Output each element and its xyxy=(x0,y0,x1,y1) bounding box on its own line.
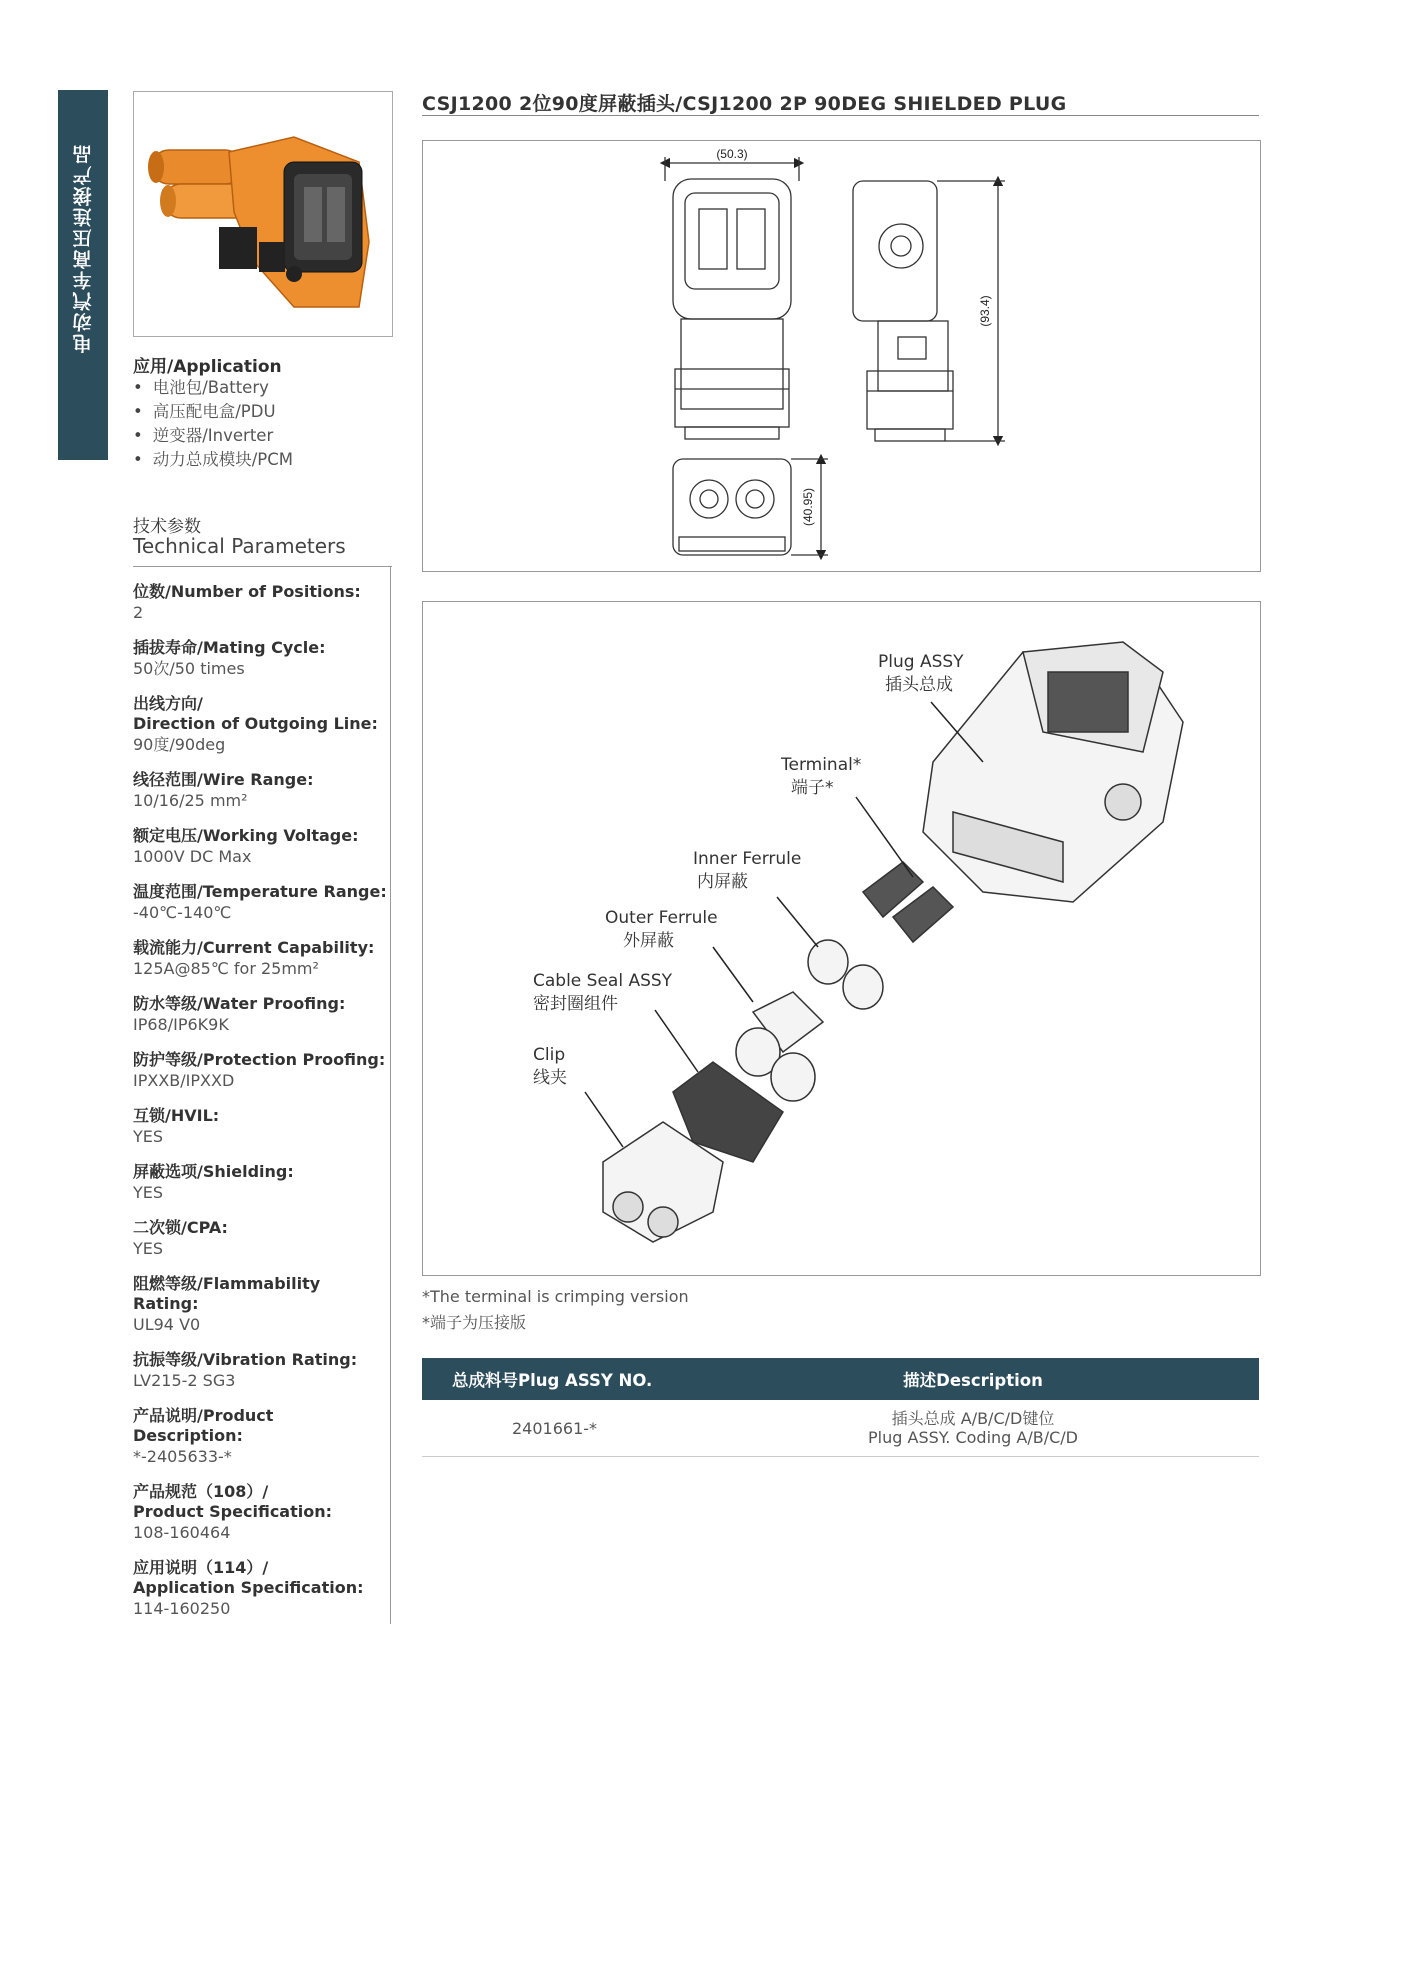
param-item xyxy=(133,1162,388,1204)
param-item xyxy=(133,694,388,756)
dimension-drawing-svg xyxy=(423,141,1260,571)
param-item xyxy=(133,1274,388,1336)
exploded-view-drawing xyxy=(423,602,1260,1275)
description-en: Plug ASSY. Coding A/B/C/D xyxy=(868,1428,1078,1447)
dim-depth-label: (40.95) xyxy=(801,487,815,527)
page-title: CSJ1200 2位90度屏蔽插头/CSJ1200 2P 90DEG SHIELDED PLUG xyxy=(422,93,1067,115)
param-label: 出线方向/ Direction of Outgoing Line: xyxy=(133,694,378,733)
part-table xyxy=(422,1358,1259,1457)
column-header-part-no: 总成料号Plug ASSY NO. xyxy=(452,1371,653,1390)
param-item xyxy=(133,882,388,924)
dim-height-label: (93.4) xyxy=(978,295,992,327)
param-value: 2 xyxy=(133,603,144,622)
title-divider xyxy=(422,115,1259,116)
column-header-description: 描述Description xyxy=(903,1371,1043,1390)
param-value: UL94 V0 xyxy=(133,1315,201,1334)
param-value: LV215-2 SG3 xyxy=(133,1371,236,1390)
param-item xyxy=(133,582,388,624)
tech-divider xyxy=(133,566,392,567)
param-label: 防护等级/Protection Proofing: xyxy=(133,1050,386,1069)
param-item xyxy=(133,994,388,1036)
product-photo-drawing xyxy=(134,92,392,336)
terminal-label-cn: 端子* xyxy=(791,778,834,798)
tech-heading-en: Technical Parameters xyxy=(133,534,346,558)
param-label: 产品规范（108）/ Product Specification: xyxy=(133,1482,333,1521)
param-value: -40℃-140℃ xyxy=(133,903,232,922)
param-label: 位数/Number of Positions: xyxy=(133,582,361,601)
clip-label-en: Clip xyxy=(533,1045,566,1065)
param-item xyxy=(133,1482,388,1544)
param-label: 应用说明（114）/ Application Specification: xyxy=(133,1558,364,1597)
product-photo xyxy=(133,91,393,337)
description-cn: 插头总成 A/B/C/D键位 xyxy=(891,1409,1055,1428)
param-value: YES xyxy=(133,1183,164,1202)
param-item xyxy=(133,1350,388,1392)
param-label: 插拔寿命/Mating Cycle: xyxy=(133,638,326,657)
exploded-view xyxy=(422,601,1261,1276)
side-tab xyxy=(58,90,108,460)
param-label: 二次锁/CPA: xyxy=(133,1218,228,1237)
application-list xyxy=(133,376,293,472)
param-value: IP68/IP6K9K xyxy=(133,1015,229,1034)
clip-label-cn: 线夹 xyxy=(533,1068,567,1088)
tech-heading-cn: 技术参数 xyxy=(133,517,201,537)
footnote-cn: *端子为压接版 xyxy=(422,1313,527,1332)
application-item: • 电池包/Battery xyxy=(133,376,293,400)
side-tab-label: 电动汽车高压连接产品 xyxy=(72,143,95,353)
application-heading: 应用/Application xyxy=(133,357,282,377)
param-value: YES xyxy=(133,1239,164,1258)
footnote-en: *The terminal is crimping version xyxy=(422,1287,689,1306)
table-row xyxy=(422,1400,1259,1457)
terminal-label-en: Terminal* xyxy=(781,755,862,775)
param-label: 防水等级/Water Proofing: xyxy=(133,994,346,1013)
application-item: • 高压配电盒/PDU xyxy=(133,400,293,424)
table-header xyxy=(422,1358,1259,1400)
param-item xyxy=(133,1558,388,1620)
param-value: *-2405633-* xyxy=(133,1447,232,1466)
inner-ferrule-label-en: Inner Ferrule xyxy=(693,849,802,869)
param-label: 屏蔽选项/Shielding: xyxy=(133,1162,294,1181)
inner-ferrule-label-cn: 内屏蔽 xyxy=(697,872,748,892)
application-item: • 动力总成模块/PCM xyxy=(133,448,293,472)
cable-seal-label-cn: 密封圈组件 xyxy=(533,994,618,1014)
param-item xyxy=(133,826,388,868)
param-label: 阻燃等级/Flammability Rating: xyxy=(133,1274,321,1313)
outer-ferrule-label-cn: 外屏蔽 xyxy=(623,931,674,951)
param-item xyxy=(133,938,388,980)
param-label: 额定电压/Working Voltage: xyxy=(133,826,359,845)
param-label: 温度范围/Temperature Range: xyxy=(133,882,387,901)
param-value: 125A@85℃ for 25mm² xyxy=(133,959,319,978)
param-list xyxy=(133,582,388,1634)
param-label: 载流能力/Current Capability: xyxy=(133,938,375,957)
param-value: 1000V DC Max xyxy=(133,847,252,866)
column-divider xyxy=(390,566,391,1624)
param-value: 90度/90deg xyxy=(133,735,226,754)
plug-assy-label-cn: 插头总成 xyxy=(885,675,953,695)
param-item xyxy=(133,770,388,812)
param-label: 线径范围/Wire Range: xyxy=(133,770,314,789)
dimension-drawing xyxy=(422,140,1261,572)
param-label: 互锁/HVIL: xyxy=(133,1106,220,1125)
cable-seal-label-en: Cable Seal ASSY xyxy=(533,971,673,991)
outer-ferrule-label-en: Outer Ferrule xyxy=(605,908,718,928)
param-value: 50次/50 times xyxy=(133,659,245,678)
param-item xyxy=(133,1106,388,1148)
description-cell xyxy=(687,1409,1259,1447)
part-number-cell: 2401661-* xyxy=(511,1418,598,1438)
plug-assy-label-en: Plug ASSY xyxy=(878,652,964,672)
dim-width-label: (50.3) xyxy=(716,147,748,161)
param-item xyxy=(133,1218,388,1260)
param-value: YES xyxy=(133,1127,164,1146)
param-value: 10/16/25 mm² xyxy=(133,791,248,810)
param-label: 产品说明/Product Description: xyxy=(133,1406,274,1445)
param-item xyxy=(133,1050,388,1092)
param-value: 114-160250 xyxy=(133,1599,231,1618)
param-item xyxy=(133,1406,388,1468)
param-label: 抗振等级/Vibration Rating: xyxy=(133,1350,358,1369)
param-value: IPXXB/IPXXD xyxy=(133,1071,235,1090)
param-value: 108-160464 xyxy=(133,1523,231,1542)
param-item xyxy=(133,638,388,680)
application-item: • 逆变器/Inverter xyxy=(133,424,293,448)
